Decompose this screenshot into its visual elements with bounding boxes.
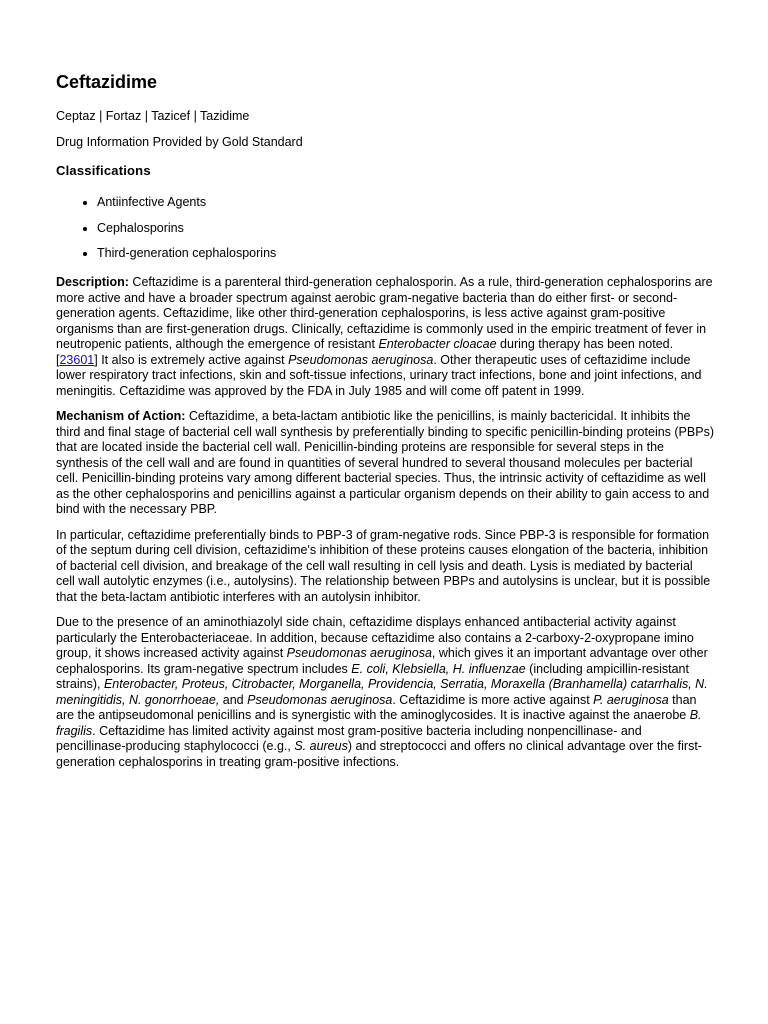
page-title: Ceftazidime [56, 72, 158, 92]
description-text: Ceftazidime is a parenteral third-generation cephalosporin. As a rule, third-generation cephalosporins are more active and have a broader spectrum against aerobic gram-negative bacteria than do either first- or second-generation agents. Ceftazidime, like other third-generation cephalosporins, is less active against gram-positive organisms than are first-generation drugs. Clinically, ceftazidime is commonly used in the empiric treatment of fever in neutropenic patients, although the emergence of resistant [56, 275, 713, 351]
spectrum-text: than are the antipseudomonal penicillins and is synergistic with the aminoglycosides. It is inactive against the anaerobe [56, 692, 697, 722]
spectrum-text: Due to the presence of an aminothiazolyl side chain, ceftazidime displays enhanced antibacterial activity against particularly the Enterobacteriaceae. In addition, because ceftazidime also contains a 2-carboxy-2-oxypropane imino group, it shows increased activity against [56, 615, 694, 660]
reference-link[interactable]: 23601 [59, 352, 95, 367]
mechanism-label: Mechanism of Action: [56, 409, 186, 423]
spectrum-text: (including ampicillin-resistant strains), [56, 661, 689, 691]
description-text: . Other therapeutic uses of ceftazidime include lower respiratory tract infections, skin and soft-tissue infections, urinary tract infections, bone and joint infections, and meningitis. Ceftazidime was approved by the FDA in July 1985 and will come off patent in 1999. [56, 352, 702, 398]
spectrum-italic: Pseudomonas aeruginosa [286, 646, 432, 660]
pbp3-paragraph: In particular, ceftazidime preferentially binds to PBP-3 of gram-negative rods. Since PBP-3 is responsible for formation of the septum during cell division, ceftazidime's inhibition of these proteins causes elongation of the bacteria, inhibition of bacterial cell division, and breakage of the cell wall resulting in cell lysis and death. Lysis is mediated by bacterial cell wall autolytic enzymes (i.e., autolysins). The relationship between PBPs and autolysins is unclear, but it is possible that the beta-lactam antibiotic interferes with an autolysin inhibitor. [56, 527, 711, 604]
description-text: ] It also is extremely active against [94, 352, 289, 367]
description-label: Description: [56, 275, 129, 289]
list-item: • Cephalosporins [97, 220, 714, 236]
spectrum-italic: Enterobacter, Proteus, Citrobacter, Morganella, Providencia, Serratia, Moraxella (Branhamella) catarrhalis, N. meningitidis, N. gonorrhoeae, [56, 677, 708, 707]
mechanism-text: Ceftazidime, a beta-lactam antibiotic like the penicillins, is mainly bactericidal. It inhibits the third and final stage of bacterial cell wall synthesis by preferentially binding to specific penicillin-binding proteins (PBPs) that are located inside the bacterial cell wall. Penicillin-binding proteins are responsible for several steps in the synthesis of the cell wall and are found in quantities of several hundred to several thousand molecules per bacterial cell. Penicillin-binding proteins vary among different bacterial species. Thus, the intrinsic activity of ceftazidime as well as the other cephalosporins and penicillins against a particular organism depends on their ability to gain access to and bind with the necessary PBP. [56, 409, 714, 516]
spectrum-italic: Pseudomonas aeruginosa [247, 692, 393, 707]
brand-names: Ceptaz | Fortaz | Tazicef | Tazidime [56, 109, 250, 123]
spectrum-italic: P. aeruginosa [593, 692, 669, 707]
spectrum-italic: B. fragilis [56, 708, 702, 738]
classifications-list [56, 194, 714, 261]
description-italic: Pseudomonas aeruginosa [288, 352, 434, 367]
spectrum-paragraph [56, 615, 714, 770]
description-italic: Enterobacter cloacae [378, 337, 497, 351]
spectrum-text: . Ceftazidime is more active against [392, 692, 594, 707]
list-item: • Third-generation cephalosporins [97, 245, 714, 261]
source-line: Drug Information Provided by Gold Standard [56, 135, 303, 149]
mechanism-paragraph [56, 409, 714, 518]
description-text: during therapy has been noted. [ [56, 337, 674, 367]
list-item: • Antiinfective Agents [97, 194, 714, 210]
description-paragraph [56, 275, 714, 399]
classifications-heading: Classifications [56, 163, 151, 178]
spectrum-text: , which gives it an important advantage over other cephalosporins. Its gram-negative spectrum includes [56, 646, 708, 676]
spectrum-text: and [219, 692, 248, 707]
spectrum-text: ) and streptococci and offers no clinical advantage over the first-generation cephalosporins in treating gram-positive infections. [56, 739, 702, 769]
spectrum-text: . Ceftazidime has limited activity against most gram-positive bacteria including nonpencillinase- and pencillinase-producing staphylococci (e.g., [56, 723, 642, 753]
spectrum-italic: S. aureus [294, 739, 348, 753]
spectrum-italic: E. coli, Klebsiella, H. influenzae [351, 661, 526, 676]
